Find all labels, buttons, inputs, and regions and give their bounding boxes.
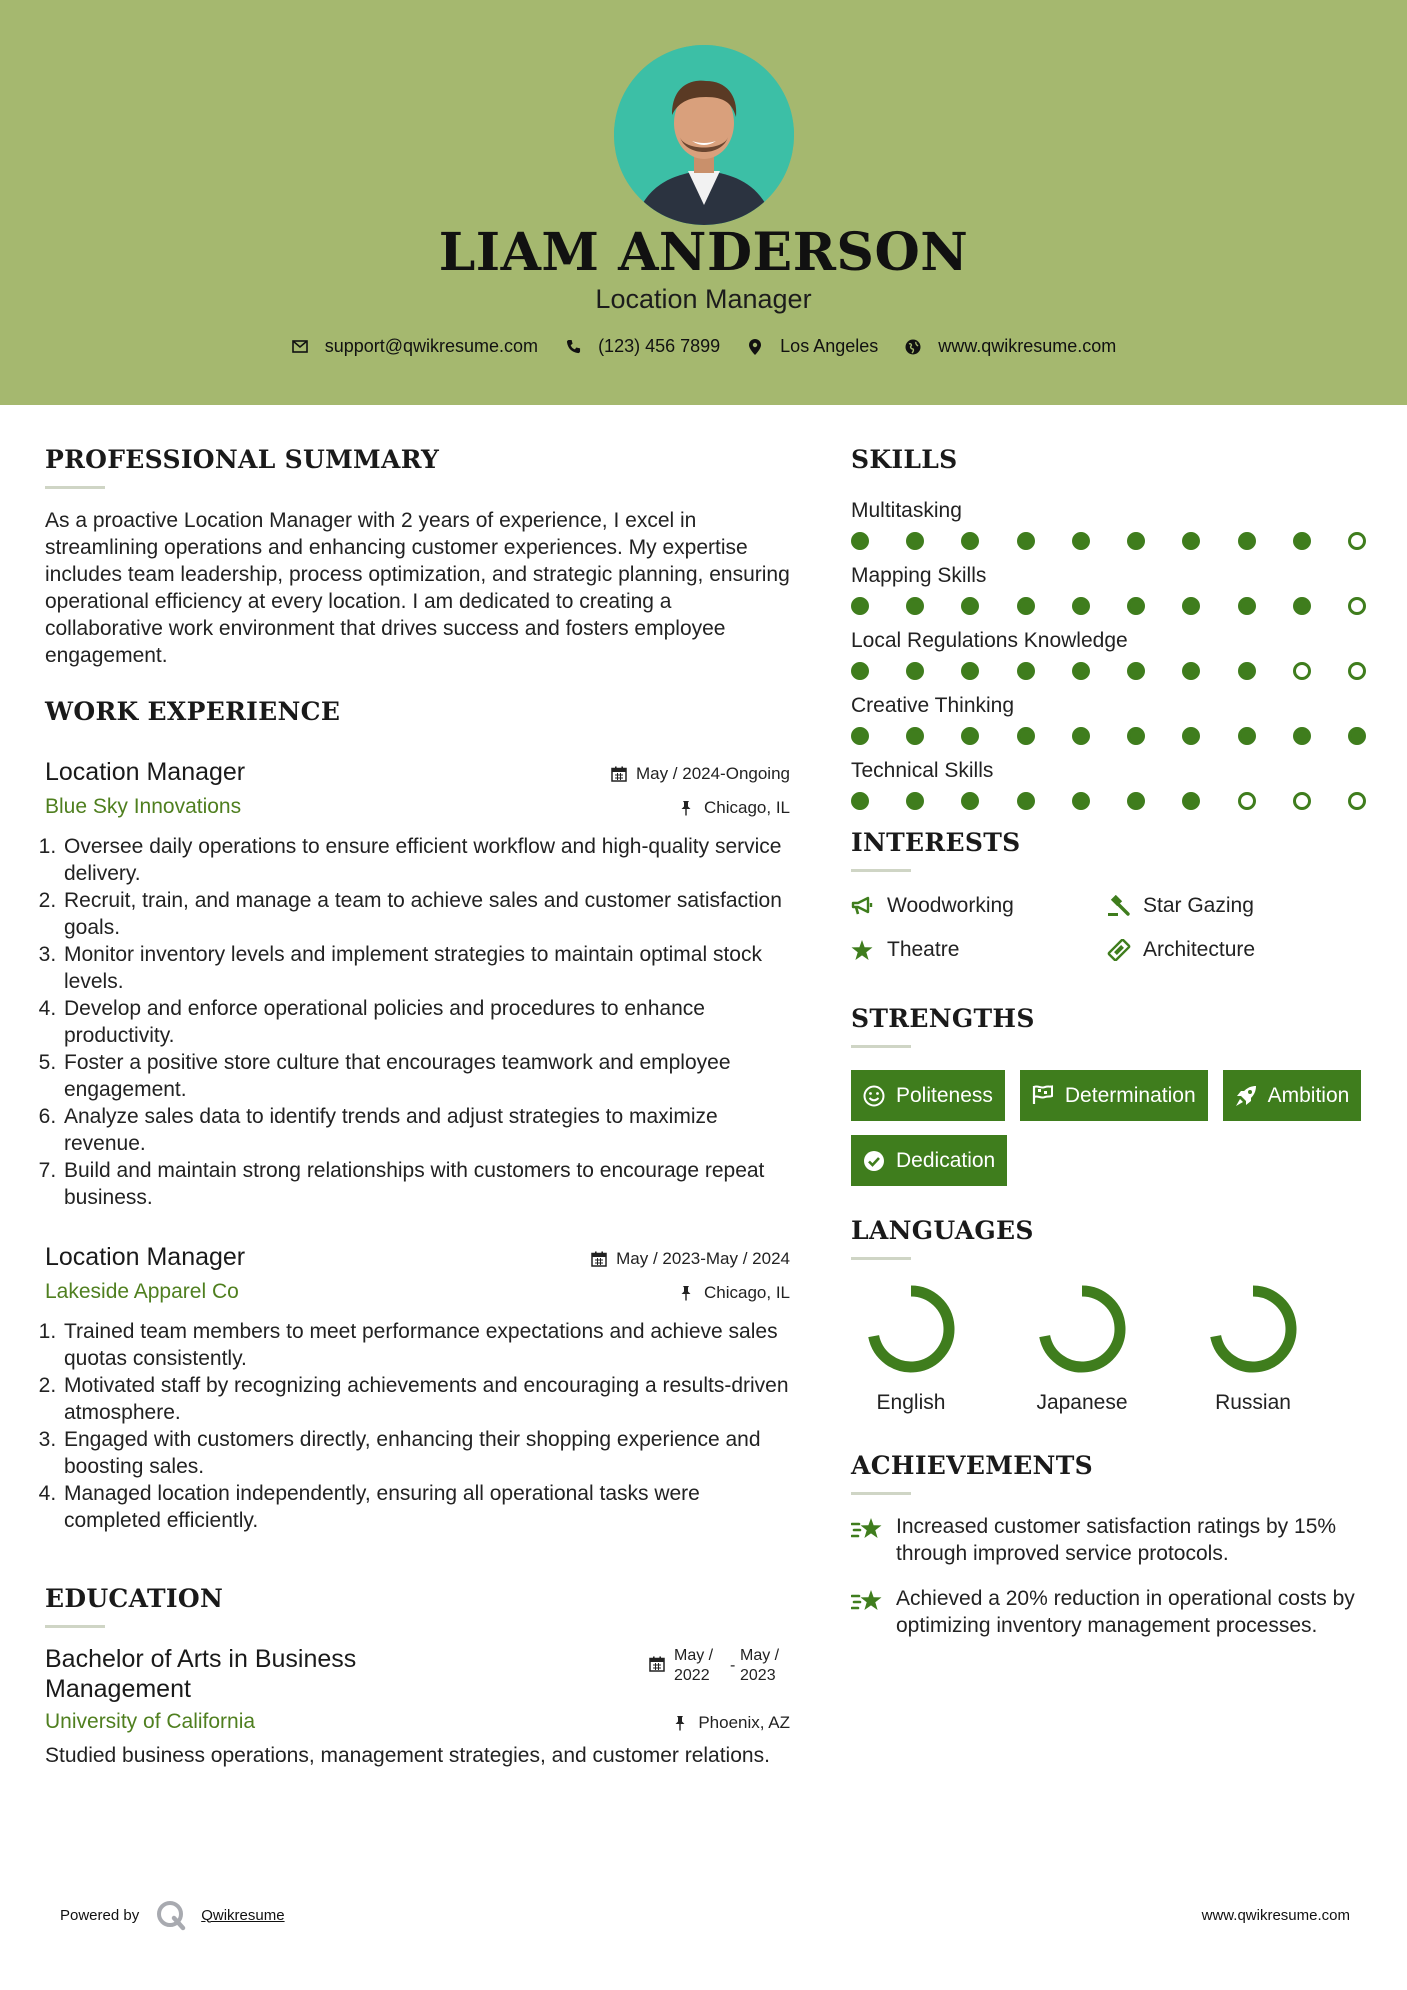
phone-icon: [564, 338, 582, 356]
contact-email[interactable]: [291, 336, 538, 357]
profile-photo: [614, 45, 794, 225]
achievement-item: [851, 1513, 1371, 1567]
rating-dot-filled: [1238, 597, 1256, 615]
rating-dot-filled: [1072, 662, 1090, 680]
school-name: University of California: [45, 1710, 256, 1733]
experience-section: [45, 697, 790, 1534]
skills-section: [851, 445, 1371, 810]
rating-dot-filled: [851, 597, 869, 615]
interest-item: [851, 894, 1107, 918]
language-name: Japanese: [1036, 1391, 1128, 1414]
education-date: [649, 1646, 790, 1686]
skill-rating: [851, 792, 1366, 810]
rating-dot-filled: [1072, 597, 1090, 615]
job-title: Location Manager: [45, 1243, 246, 1271]
flag-icon: [1032, 1085, 1054, 1107]
interest-label: Woodworking: [887, 894, 1014, 917]
achievements-heading: ACHIEVEMENTS: [851, 1451, 1093, 1480]
rating-dot-filled: [961, 597, 979, 615]
contact-bar: [0, 336, 1407, 357]
envelope-icon: [291, 338, 309, 356]
rating-dot-empty: [1348, 792, 1366, 810]
interests-heading: INTERESTS: [851, 828, 1021, 857]
achievements-section: [851, 1451, 1371, 1639]
star-badge-icon: [851, 1587, 885, 1617]
check-circle-icon: [863, 1150, 885, 1172]
left-column: [45, 445, 790, 1769]
rating-dot-filled: [1293, 597, 1311, 615]
strengths-heading: STRENGTHS: [851, 1004, 1035, 1033]
rating-dot-filled: [961, 532, 979, 550]
rating-dot-filled: [1127, 727, 1145, 745]
company-name: Lakeside Apparel Co: [45, 1280, 239, 1303]
gavel-icon: [1107, 895, 1133, 917]
qwikresume-logo-icon: [155, 1899, 187, 1931]
duty-item: 6. Analyze sales data to identify trends and adjust strategies to maximize revenue.: [62, 1103, 790, 1157]
strength-label: Determination: [1064, 1083, 1196, 1107]
rating-dot-filled: [1017, 597, 1035, 615]
rating-dot-filled: [1017, 662, 1035, 680]
duty-item: 2. Motivated staff by recognizing achievements and encouraging a results-driven atmosphere.: [62, 1372, 790, 1426]
contact-location: [746, 336, 878, 357]
interests-section: [851, 828, 1371, 962]
degree-title: Bachelor of Arts in Business Management: [45, 1645, 357, 1703]
rating-dot-filled: [1293, 727, 1311, 745]
rating-dot-empty: [1348, 662, 1366, 680]
interest-label: Architecture: [1143, 938, 1256, 961]
powered-by: [60, 1899, 285, 1931]
rating-dot-filled: [1238, 662, 1256, 680]
interest-label: Star Gazing: [1143, 894, 1254, 917]
interest-item: [1107, 894, 1363, 918]
interest-item: [1107, 938, 1363, 962]
job-entry: [45, 758, 790, 1211]
achievements-list: [851, 1513, 1371, 1639]
rating-dot-empty: [1293, 662, 1311, 680]
globe-icon: [904, 338, 922, 356]
language-item: [1193, 1284, 1364, 1415]
rating-dot-filled: [961, 792, 979, 810]
ticket-icon: [1107, 939, 1133, 961]
achievement-text: Achieved a 20% reduction in operational costs by optimizing inventory management processes.: [896, 1587, 1355, 1637]
strengths-list: [851, 1070, 1371, 1186]
rating-dot-filled: [1182, 532, 1200, 550]
languages-list: [851, 1284, 1371, 1415]
strengths-divider: [851, 1045, 911, 1048]
job-location: [679, 1283, 790, 1303]
language-ring: [866, 1284, 956, 1374]
duty-item: 4. Managed location independently, ensuring all operational tasks were completed efficiently.: [62, 1480, 790, 1534]
education-location: [673, 1713, 790, 1733]
calendar-icon: [591, 1251, 607, 1267]
duty-item: 1. Trained team members to meet performance expectations and achieve sales quotas consistently.: [62, 1318, 790, 1372]
rating-dot-filled: [1017, 532, 1035, 550]
skill-rating: [851, 662, 1366, 680]
language-item: [1022, 1284, 1193, 1415]
job-date: [591, 1249, 790, 1269]
contact-location-text: Los Angeles: [780, 336, 879, 356]
contact-phone-text: (123) 456 7899: [598, 336, 721, 356]
job-entry: [45, 1243, 790, 1534]
skill-name: Creative Thinking: [851, 694, 1015, 717]
rating-dot-filled: [1072, 792, 1090, 810]
rating-dot-filled: [1127, 662, 1145, 680]
rating-dot-filled: [1127, 532, 1145, 550]
rating-dot-filled: [851, 727, 869, 745]
rating-dot-filled: [1238, 727, 1256, 745]
summary-divider: [45, 486, 105, 489]
skill-name: Technical Skills: [851, 759, 994, 782]
candidate-name: LIAM ANDERSON: [438, 222, 969, 283]
pushpin-icon: [673, 1715, 689, 1731]
footer-website[interactable]: www.qwikresume.com: [1201, 1906, 1350, 1924]
duty-list: [62, 833, 790, 1211]
language-name: Russian: [1215, 1391, 1291, 1414]
skill-rating: [851, 597, 1366, 615]
language-ring-arc: [1045, 1291, 1120, 1367]
strength-badge: [1020, 1070, 1208, 1121]
language-item: [851, 1284, 1022, 1415]
skill-rating: [851, 727, 1366, 745]
star-icon: [851, 939, 877, 961]
rating-dot-filled: [906, 727, 924, 745]
duty-list: [62, 1318, 790, 1534]
rating-dot-filled: [1182, 662, 1200, 680]
strengths-section: [851, 1004, 1371, 1186]
rating-dot-filled: [851, 792, 869, 810]
skill-name: Local Regulations Knowledge: [851, 629, 1128, 652]
profile-photo-image: [614, 45, 794, 225]
duty-item: 7. Build and maintain strong relationships with customers to encourage repeat business.: [62, 1157, 790, 1211]
strength-label: Politeness: [896, 1083, 993, 1107]
education-location-text: Phoenix, AZ: [698, 1713, 790, 1732]
education-heading: EDUCATION: [45, 1584, 224, 1613]
contact-email-text: support@qwikresume.com: [324, 336, 539, 356]
rating-dot-filled: [851, 532, 869, 550]
duty-item: 2. Recruit, train, and manage a team to achieve sales and customer satisfaction goals.: [62, 887, 790, 941]
rating-dot-empty: [1348, 597, 1366, 615]
rating-dot-filled: [961, 727, 979, 745]
date-separator: -: [730, 1657, 736, 1674]
pushpin-icon: [679, 800, 695, 816]
right-column: [851, 445, 1371, 1639]
rating-dot-filled: [906, 597, 924, 615]
rating-dot-filled: [1293, 532, 1311, 550]
rating-dot-filled: [1348, 727, 1366, 745]
education-divider: [45, 1625, 105, 1628]
strength-label: Dedication: [896, 1148, 996, 1172]
rating-dot-filled: [1072, 532, 1090, 550]
summary-section: [45, 445, 790, 669]
qwikresume-link[interactable]: Qwikresume: [201, 1906, 285, 1924]
contact-website-text: www.qwikresume.com: [938, 336, 1117, 356]
rating-dot-filled: [1017, 727, 1035, 745]
rating-dot-filled: [851, 662, 869, 680]
company-name: Blue Sky Innovations: [45, 795, 242, 818]
education-end-date: May / 2023: [740, 1647, 780, 1684]
powered-by-label: Powered by: [60, 1906, 140, 1924]
interests-grid: [851, 894, 1371, 962]
interest-item: [851, 938, 1107, 962]
education-section: [45, 1584, 790, 1769]
interest-label: Theatre: [887, 938, 960, 961]
skill-name: Mapping Skills: [851, 564, 987, 587]
calendar-icon: [649, 1656, 665, 1672]
language-ring: [1208, 1284, 1298, 1374]
skill-rating: [851, 532, 1366, 550]
duty-item: 5. Foster a positive store culture that encourages teamwork and employee engagement.: [62, 1049, 790, 1103]
rating-dot-filled: [906, 532, 924, 550]
rocket-icon: [1235, 1085, 1257, 1107]
candidate-role: Location Manager: [595, 284, 812, 314]
strength-badge: [851, 1070, 1005, 1121]
experience-heading: WORK EXPERIENCE: [45, 697, 341, 726]
skills-heading: SKILLS: [851, 445, 958, 474]
rating-dot-filled: [1182, 792, 1200, 810]
rating-dot-filled: [961, 662, 979, 680]
contact-website[interactable]: [904, 336, 1116, 357]
duty-item: 1. Oversee daily operations to ensure efficient workflow and high-quality service delivery.: [62, 833, 790, 887]
contact-phone[interactable]: [564, 336, 720, 357]
star-badge-icon: [851, 1515, 885, 1545]
achievement-text: Increased customer satisfaction ratings by 15% through improved service protocols.: [896, 1515, 1337, 1565]
rating-dot-empty: [1348, 532, 1366, 550]
rating-dot-filled: [1182, 727, 1200, 745]
strength-badge: [851, 1135, 1007, 1186]
job-location: [679, 798, 790, 818]
rating-dot-empty: [1293, 792, 1311, 810]
language-ring-arc: [874, 1291, 949, 1367]
rating-dot-filled: [1127, 792, 1145, 810]
map-pin-icon: [746, 338, 764, 356]
rating-dot-filled: [1127, 597, 1145, 615]
calendar-icon: [611, 766, 627, 782]
strength-label: Ambition: [1267, 1083, 1350, 1107]
interests-divider: [851, 869, 911, 872]
summary-heading: PROFESSIONAL SUMMARY: [45, 445, 440, 474]
job-date-text: May / 2023-May / 2024: [616, 1249, 790, 1268]
rating-dot-empty: [1238, 792, 1256, 810]
education-start-date: May / 2022: [674, 1647, 714, 1684]
job-location-text: Chicago, IL: [704, 798, 790, 817]
languages-divider: [851, 1257, 911, 1260]
rating-dot-filled: [1072, 727, 1090, 745]
job-date: [611, 764, 790, 784]
footer: [60, 1895, 1350, 1935]
language-ring: [1037, 1284, 1127, 1374]
duty-item: 3. Engaged with customers directly, enhancing their shopping experience and boosting sales.: [62, 1426, 790, 1480]
skill-name: Multitasking: [851, 499, 962, 522]
header-band: [0, 0, 1407, 405]
job-location-text: Chicago, IL: [704, 1283, 790, 1302]
strength-badge: [1223, 1070, 1362, 1121]
duty-item: 3. Monitor inventory levels and implement strategies to maintain optimal stock levels.: [62, 941, 790, 995]
rating-dot-filled: [1238, 532, 1256, 550]
pushpin-icon: [679, 1285, 695, 1301]
megaphone-icon: [851, 895, 877, 917]
rating-dot-filled: [906, 792, 924, 810]
job-date-text: May / 2024-Ongoing: [635, 764, 790, 783]
skills-list: [851, 499, 1371, 810]
languages-heading: LANGUAGES: [851, 1216, 1034, 1245]
achievement-item: [851, 1585, 1371, 1639]
rating-dot-filled: [1182, 597, 1200, 615]
duty-item: 4. Develop and enforce operational policies and procedures to enhance productivity.: [62, 995, 790, 1049]
smile-icon: [863, 1085, 885, 1107]
education-description: Studied business operations, management strategies, and customer relations.: [45, 1744, 770, 1767]
rating-dot-filled: [1017, 792, 1035, 810]
language-ring-arc: [1216, 1291, 1291, 1367]
languages-section: [851, 1216, 1371, 1415]
summary-text: As a proactive Location Manager with 2 years of experience, I excel in streamlining operations and enhancing customer experiences. My expertise includes team leadership, process optimization, and strategic planning, ensuring operational efficiency at every location. I am dedicated to creating a collaborative work environment that drives success and fosters employee engagement.: [45, 509, 790, 667]
language-name: English: [876, 1391, 946, 1414]
job-title: Location Manager: [45, 758, 246, 786]
achievements-divider: [851, 1492, 911, 1495]
rating-dot-filled: [906, 662, 924, 680]
